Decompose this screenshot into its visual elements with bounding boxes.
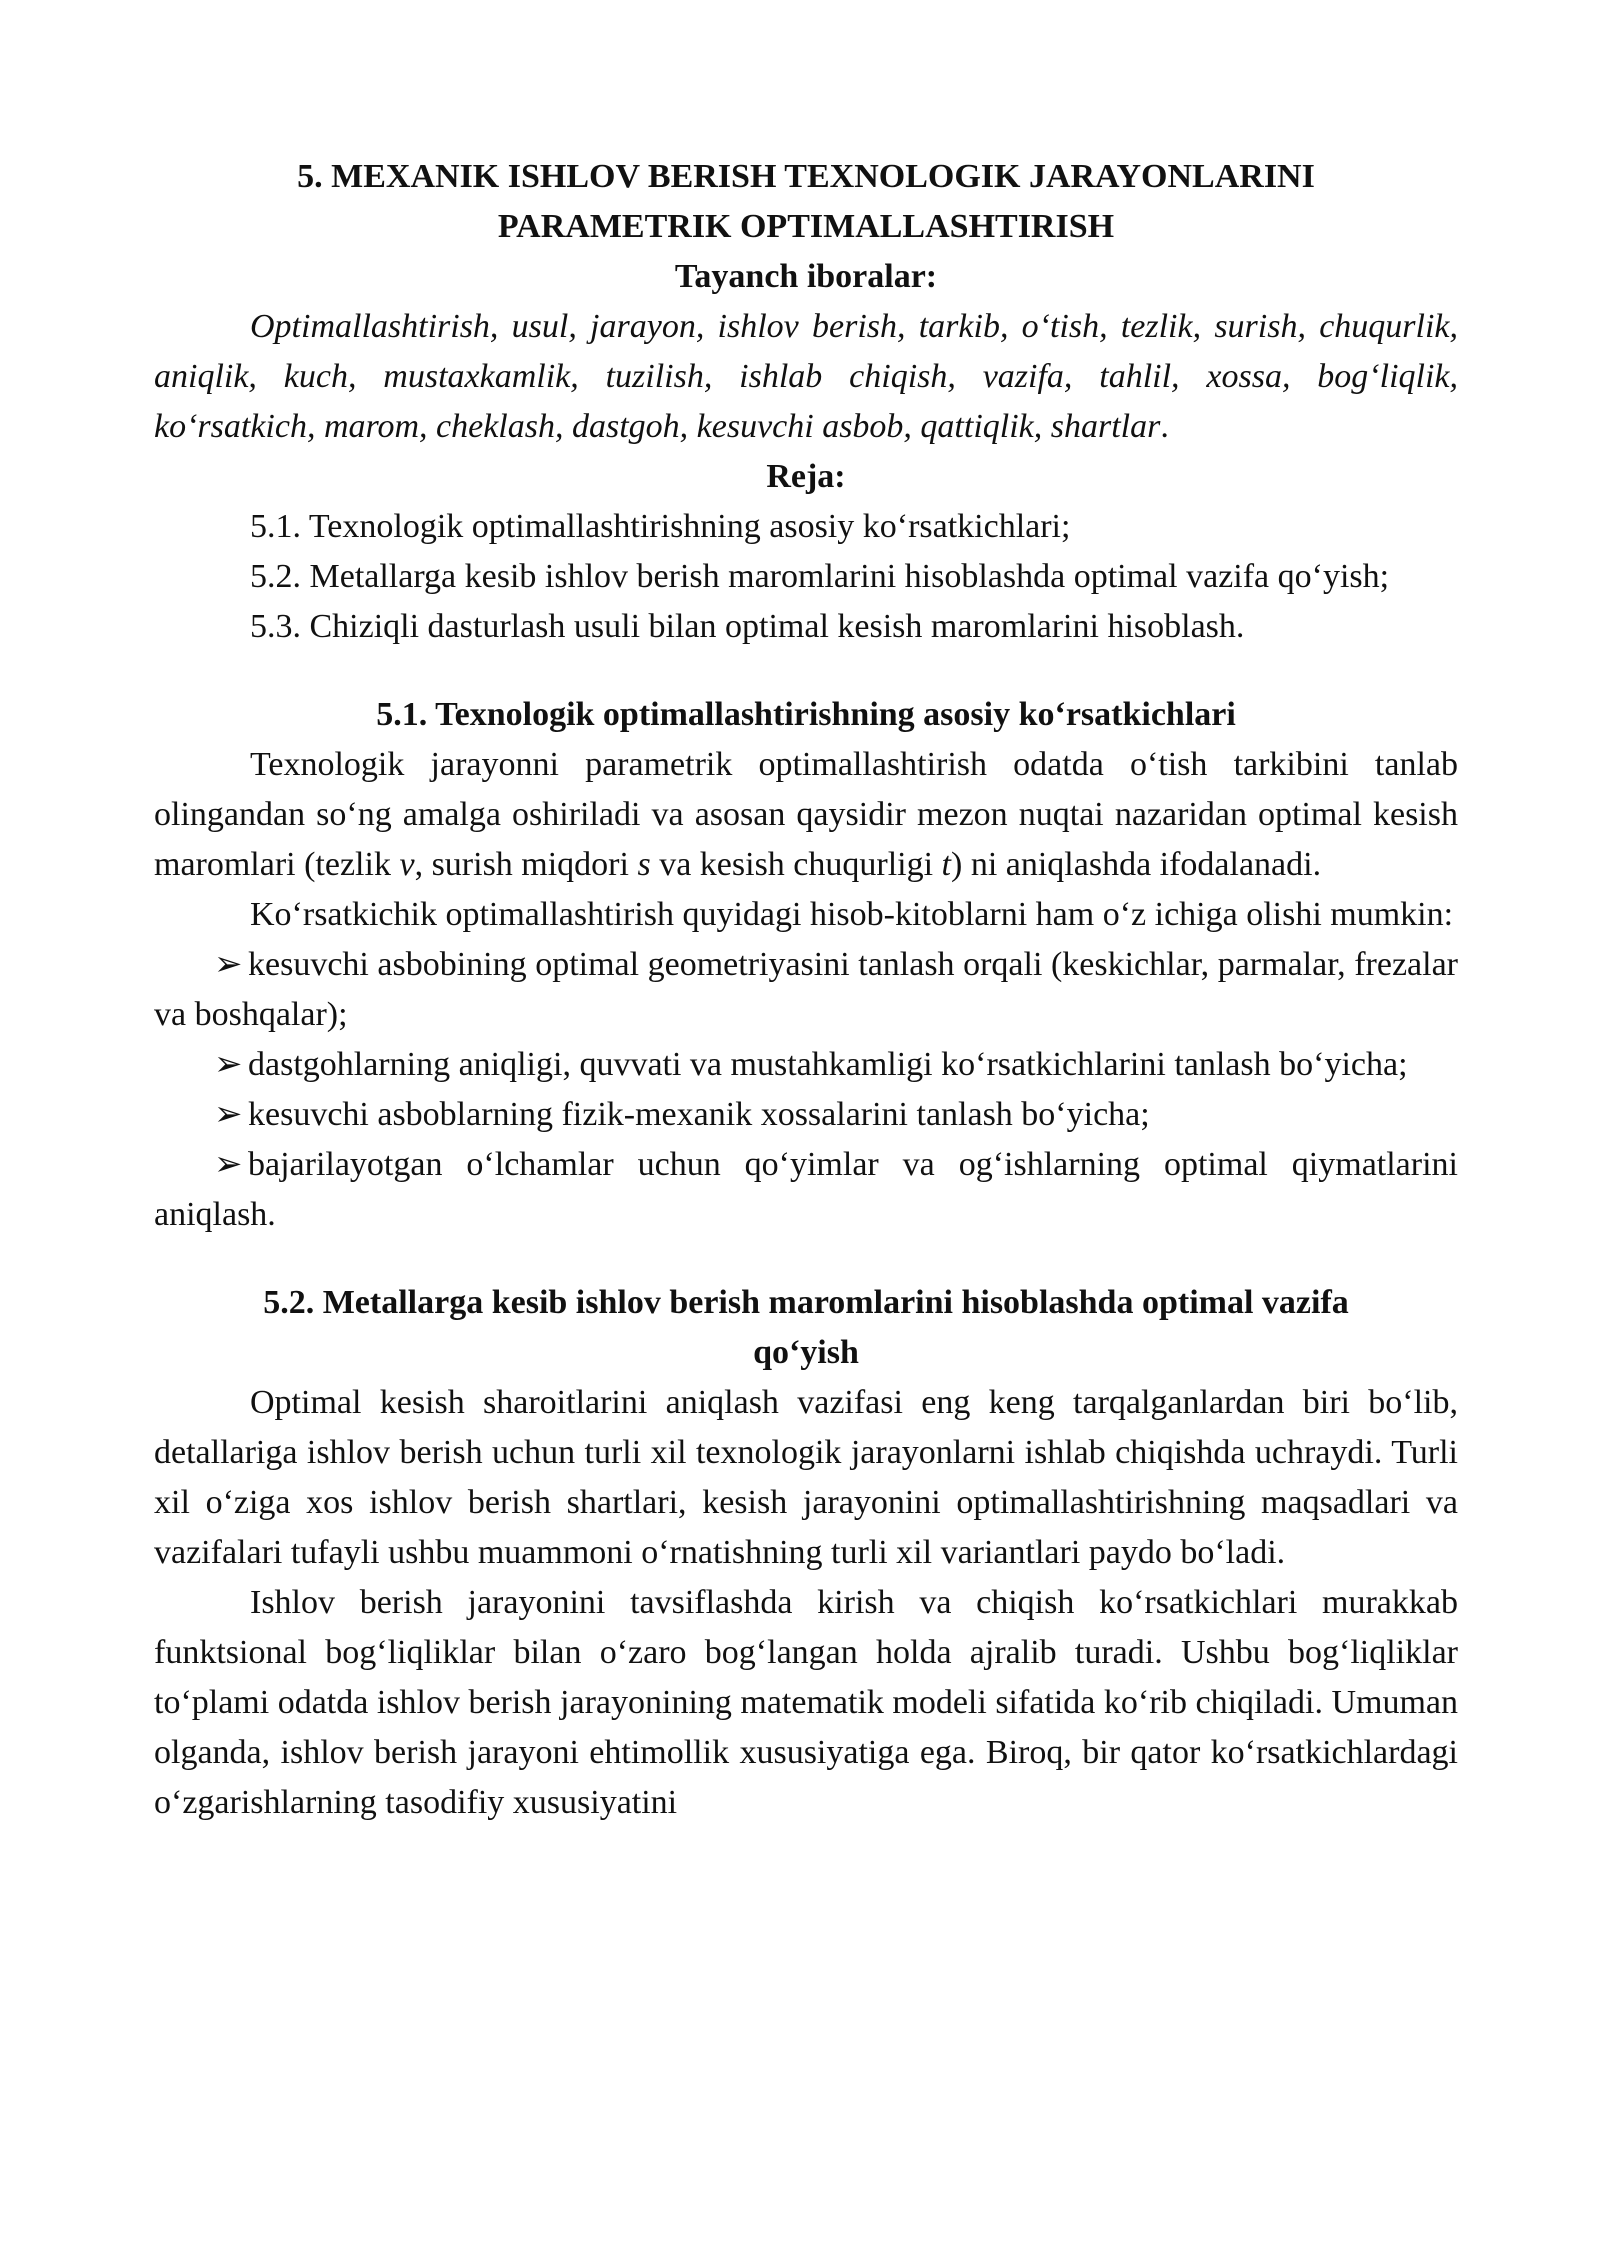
bullet-item bbox=[154, 1040, 1458, 1090]
plan-item: 5.2. Metallarga kesib ishlov berish maromlarini hisoblashda optimal vazifa qo‘yish; bbox=[250, 558, 1390, 595]
chapter-title bbox=[154, 152, 1458, 252]
variable-s: s bbox=[637, 846, 651, 883]
keywords-end: . bbox=[1160, 408, 1169, 445]
arrow-bullet-icon: ➢ bbox=[214, 1046, 243, 1083]
keywords-paragraph bbox=[154, 302, 1458, 452]
document-page bbox=[154, 152, 1458, 1828]
keywords-text: Optimallashtirish, usul, jarayon, ishlov berish, tarkib, o‘tish, tezlik, surish, chuqurlik, aniqlik, kuch, mustaxkamlik, tuzilish, ishlab chiqish, vazifa, tahlil, xossa, bog‘liqlik, ko‘rsatkich, marom, cheklash, dastgoh, kesuvchi asbob, qattiqlik, shartlar bbox=[154, 308, 1458, 445]
arrow-bullet-icon: ➢ bbox=[214, 1146, 243, 1183]
chapter-title-line2: PARAMETRIK OPTIMALLASHTIRISH bbox=[497, 208, 1115, 245]
plan-item: 5.3. Chiziqli dasturlash usuli bilan optimal kesish maromlarini hisoblash. bbox=[250, 608, 1245, 645]
section-heading-5-2 bbox=[154, 1278, 1458, 1378]
arrow-bullet-icon: ➢ bbox=[214, 946, 243, 983]
section-heading-5-1: 5.1. Texnologik optimallashtirishning asosiy ko‘rsatkichlari bbox=[376, 696, 1236, 733]
text-fragment: , surish miqdori bbox=[414, 846, 638, 883]
section1-paragraph-2: Ko‘rsatkichik optimallashtirish quyidagi hisob-kitoblarni ham o‘z ichiga olishi mumkin: bbox=[250, 896, 1454, 933]
section-heading-line2: qo‘yish bbox=[753, 1334, 859, 1371]
bullet-item bbox=[154, 940, 1458, 1040]
variable-t: t bbox=[941, 846, 951, 883]
keywords-heading: Tayanch iboralar: bbox=[674, 258, 938, 295]
section2-paragraph-1: Optimal kesish sharoitlarini aniqlash vazifasi eng keng tarqalganlardan biri bo‘lib, detallariga ishlov berish uchun turli xil texnologik jarayonlarni ishlab chiqishda uchraydi. Turli xil o‘ziga xos ishlov berish shartlari, kesish jarayonini optimallashtirishning maqsadlari va vazifalari tufayli ushbu muammoni o‘rnatishning turli xil variantlari paydo bo‘ladi. bbox=[154, 1384, 1458, 1571]
plan-heading: Reja: bbox=[766, 458, 846, 495]
plan-item: 5.1. Texnologik optimallashtirishning asosiy ko‘rsatkichlari; bbox=[250, 508, 1071, 545]
text-fragment: va kesish chuqurligi bbox=[650, 846, 942, 883]
arrow-bullet-icon: ➢ bbox=[214, 1096, 243, 1133]
bullet-text: dastgohlarning aniqligi, quvvati va mustahkamligi ko‘rsatkichlarini tanlash bo‘yicha; bbox=[248, 1046, 1408, 1083]
section2-paragraph-2: Ishlov berish jarayonini tavsiflashda kirish va chiqish ko‘rsatkichlari murakkab funktsional bog‘liqliklar bilan o‘zaro bog‘langan holda ajralib turadi. Ushbu bog‘liqliklar to‘plami odatda ishlov berish jarayonining matematik modeli sifatida ko‘rib chiqiladi. Umuman olganda, ishlov berish jarayoni ehtimollik xususiyatiga ega. Biroq, bir qator ko‘rsatkichlardagi o‘zgarishlarning tasodifiy xususiyatini bbox=[154, 1584, 1458, 1821]
bullet-text: kesuvchi asboblarning fizik-mexanik xossalarini tanlash bo‘yicha; bbox=[248, 1096, 1150, 1133]
bullet-item bbox=[154, 1140, 1458, 1240]
bullet-text: kesuvchi asbobining optimal geometriyasini tanlash orqali (keskichlar, parmalar, frezalar va boshqalar); bbox=[154, 946, 1458, 1033]
text-fragment: ) ni aniqlashda ifodalanadi. bbox=[951, 846, 1322, 883]
section1-paragraph-1 bbox=[154, 740, 1458, 890]
section-heading-line1: 5.2. Metallarga kesib ishlov berish maromlarini hisoblashda optimal vazifa bbox=[263, 1284, 1349, 1321]
bullet-text: bajarilayotgan o‘lchamlar uchun qo‘yimlar va og‘ishlarning optimal qiymatlarini aniqlash. bbox=[154, 1146, 1458, 1233]
bullet-item bbox=[154, 1090, 1458, 1140]
chapter-title-line1: 5. MEXANIK ISHLOV BERISH TEXNOLOGIK JARAYONLARINI bbox=[297, 158, 1315, 195]
variable-v: v bbox=[399, 846, 415, 883]
text-fragment: Texnologik jarayonni parametrik optimallashtirish odatda o‘tish tarkibini tanlab olingandan so‘ng amalga oshiriladi va asosan qaysidir mezon nuqtai nazaridan optimal kesish maromlari (tezlik bbox=[154, 746, 1458, 883]
